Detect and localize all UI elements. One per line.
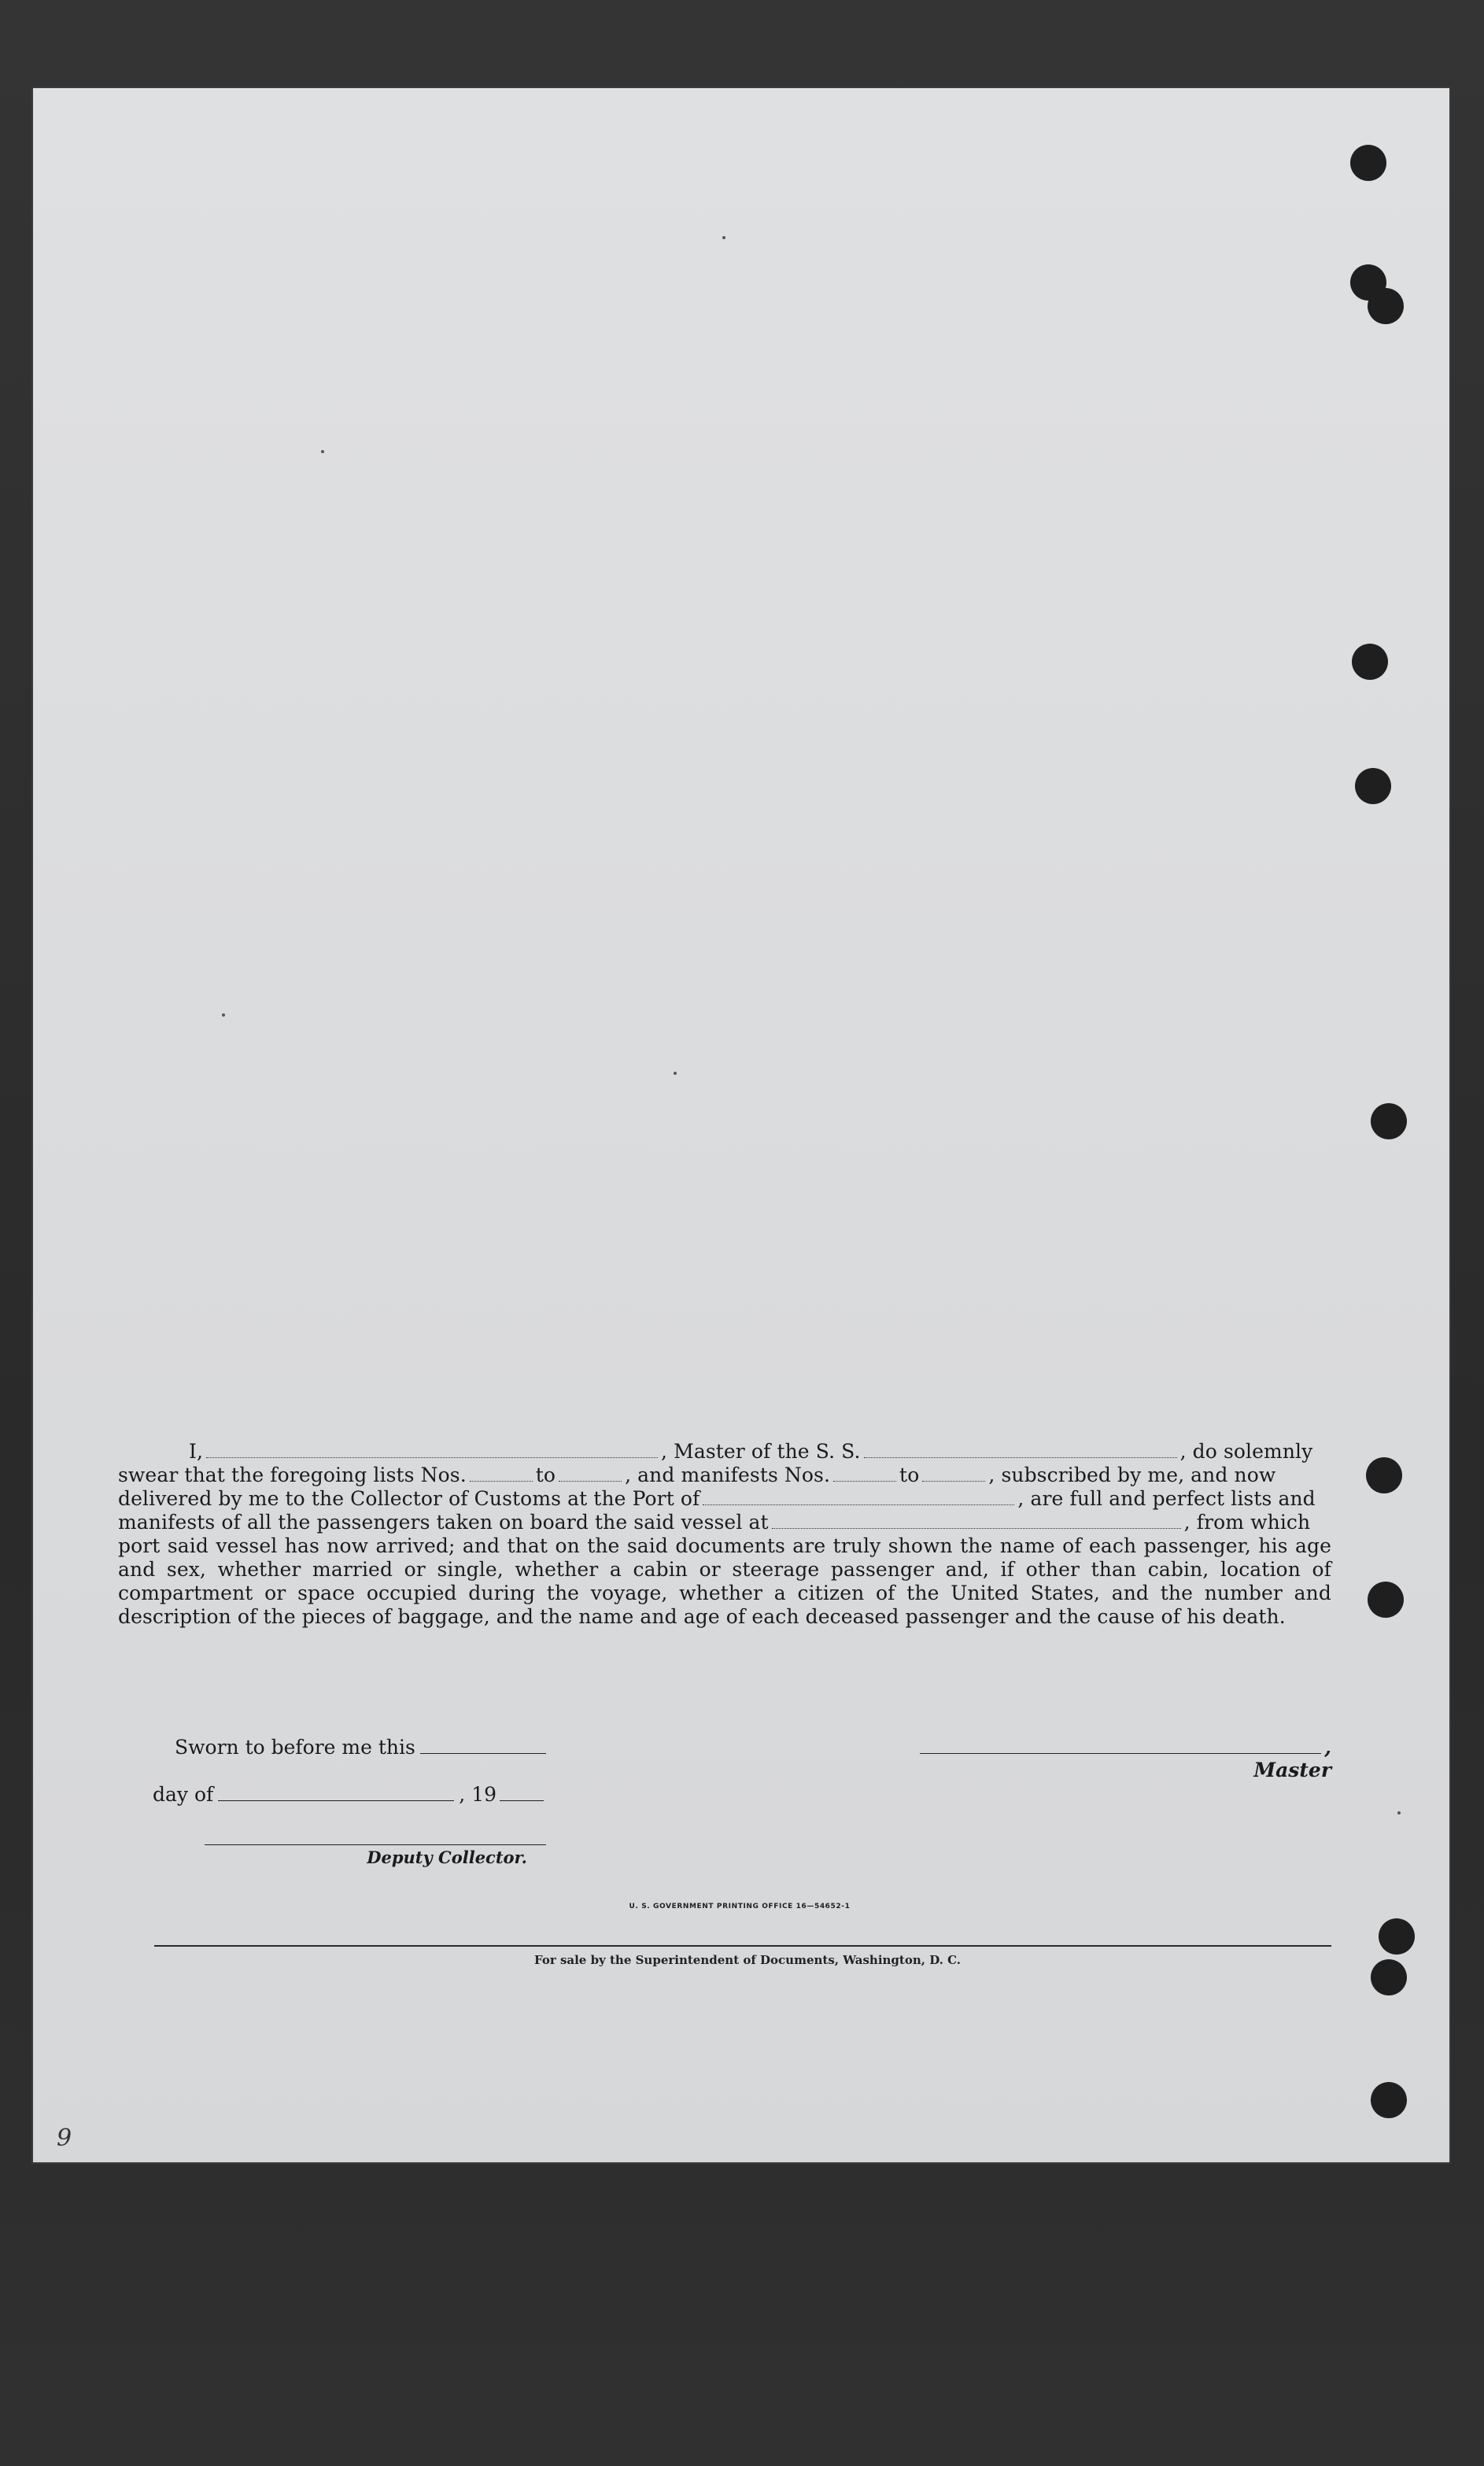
oath-paragraph xyxy=(118,1440,1331,1629)
oath-text: , are full and perfect lists and xyxy=(1017,1487,1316,1510)
sworn-row xyxy=(175,1736,546,1759)
sale-notice: For sale by the Superintendent of Documents, Washington, D. C. xyxy=(533,1953,962,1967)
punch-hole xyxy=(1371,1959,1407,1995)
day-label: day of xyxy=(153,1783,214,1806)
scan-speck xyxy=(321,450,324,453)
punch-hole xyxy=(1366,1457,1402,1493)
scan-speck xyxy=(722,236,725,239)
punch-hole xyxy=(1368,288,1404,324)
blank-month xyxy=(218,1800,454,1801)
punch-hole xyxy=(1368,1582,1404,1618)
blank-list-to xyxy=(559,1480,622,1482)
oath-text: to xyxy=(535,1464,556,1486)
oath-text: , from which xyxy=(1183,1511,1311,1534)
footer-rule xyxy=(154,1945,1331,1947)
sworn-label: Sworn to before me this xyxy=(175,1736,415,1759)
oath-text: I, xyxy=(189,1440,204,1463)
year-label: , 19 xyxy=(459,1783,497,1806)
scan-speck xyxy=(674,1072,677,1075)
oath-text: , subscribed by me, and now xyxy=(988,1464,1276,1486)
punch-hole xyxy=(1350,145,1386,181)
oath-text: manifests of all the passengers taken on board the said vessel at xyxy=(118,1511,769,1534)
master-signature xyxy=(842,1736,1331,1781)
oath-text: , do solemnly xyxy=(1179,1440,1313,1463)
blank-master-name xyxy=(206,1456,658,1458)
punch-hole xyxy=(1379,1918,1415,1955)
blank-sworn-day xyxy=(420,1753,546,1754)
oath-text: to xyxy=(899,1464,920,1486)
blank-list-from xyxy=(470,1480,533,1482)
oath-text: , and manifests Nos. xyxy=(625,1464,831,1486)
printing-office-imprint: U. S. GOVERNMENT PRINTING OFFICE 16—54652-1 xyxy=(629,1903,851,1910)
punch-hole xyxy=(1371,1103,1407,1139)
blank-year xyxy=(500,1800,544,1801)
punch-hole xyxy=(1355,768,1391,804)
deputy-label: Deputy Collector. xyxy=(367,1848,527,1867)
oath-text: port said vessel has now arrived; and that on the said documents are truly shown the name of each passenger, his age and sex, whether married or single, whether a cabin or steerage passenger and, if other than cabin, location of compartment or space occupied during the voyage, whether a citizen of the United States, and the number and description of the pieces of baggage, and the name and age of each deceased passenger and the cause of his death. xyxy=(118,1534,1331,1628)
blank-manifest-to xyxy=(922,1480,985,1482)
oath-text: delivered by me to the Collector of Customs at the Port of xyxy=(118,1487,700,1510)
blank-manifest-from xyxy=(833,1480,896,1482)
day-row xyxy=(153,1783,544,1806)
master-label: , Master xyxy=(1253,1736,1331,1781)
scan-speck xyxy=(1397,1811,1401,1814)
oath-text: , Master of the S. S. xyxy=(661,1440,861,1463)
handwritten-page-number: 9 xyxy=(57,2125,72,2152)
punch-hole xyxy=(1371,2082,1407,2118)
blank-master-signature xyxy=(920,1753,1321,1754)
blank-vessel-name xyxy=(864,1456,1177,1458)
scan-speck xyxy=(222,1013,225,1017)
punch-hole xyxy=(1352,644,1388,680)
oath-text: swear that the foregoing lists Nos. xyxy=(118,1464,467,1486)
blank-origin-port xyxy=(772,1527,1181,1529)
blank-port xyxy=(703,1504,1014,1505)
deputy-signature-line xyxy=(205,1844,546,1845)
